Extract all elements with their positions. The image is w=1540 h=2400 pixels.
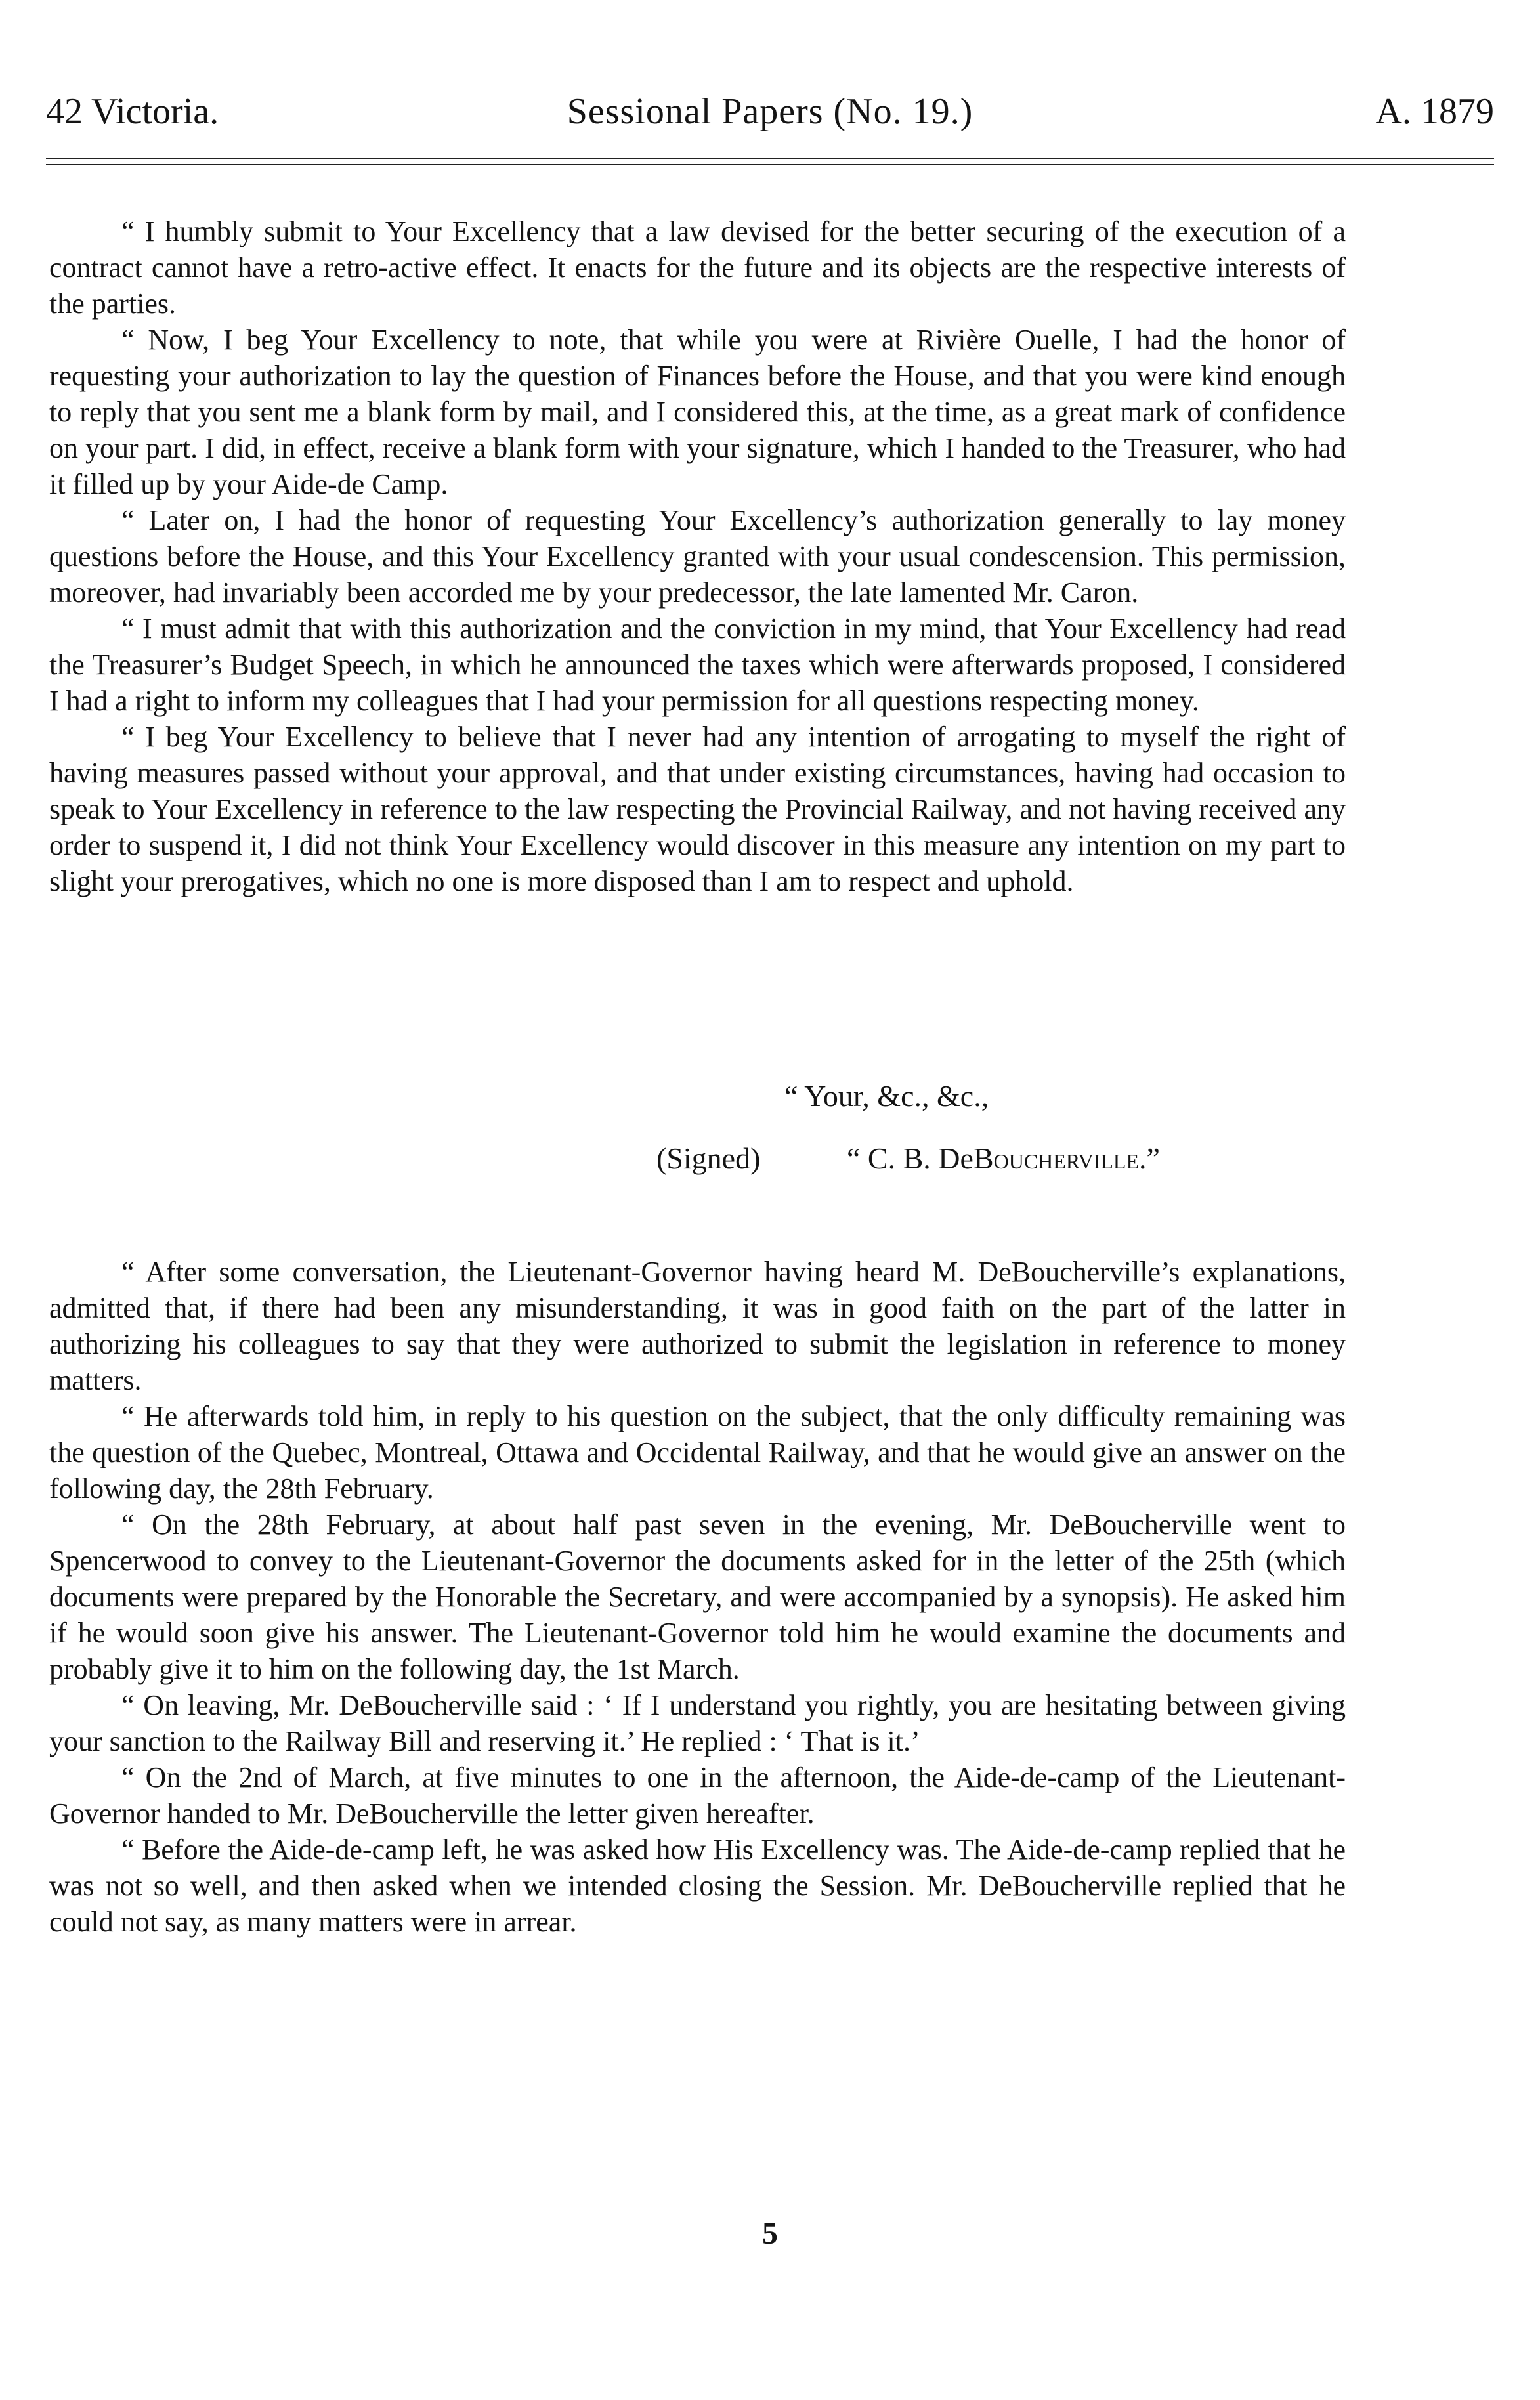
- letter-paragraph: “ Now, I beg Your Excellency to note, that while you were at Rivière Ouelle, I had the honor of requesting your authorization to lay the question of Finances before the House, and that you were kind enough to reply that you sent me a blank form by mail, and I considered this, at the time, as a great mark of confidence on your part. I did, in effect, receive a blank form with your signature, which I handed to the Treasurer, who had it filled up by your Aide-de Camp.: [49, 324, 1346, 500]
- letter-closing: “ Your, &c., &c.,: [784, 1079, 989, 1113]
- signature-suffix: .”: [1139, 1142, 1160, 1175]
- header-title: Sessional Papers (No. 19.): [567, 91, 973, 132]
- running-header: [46, 85, 1494, 138]
- header-year: A. 1879: [1375, 91, 1494, 132]
- narrative-paragraph: “ He afterwards told him, in reply to his question on the subject, that the only difficulty remaining was the question of the Quebec, Montreal, Ottawa and Occidental Railway, and that he would give an answer on the following day, the 28th February.: [49, 1400, 1346, 1505]
- header-volume: 42 Victoria.: [46, 91, 219, 132]
- header-rule-top: [46, 158, 1494, 159]
- narrative-paragraph: “ Before the Aide-de-camp left, he was asked how His Excellency was. The Aide-de-camp replied that he was not so well, and then asked when we intended closing the Session. Mr. DeBoucherville replied that he could not say, as many matters were in arrear.: [49, 1833, 1346, 1938]
- letter-paragraph: “ I beg Your Excellency to believe that I never had any intention of arrogating to myself the right of having measures passed without your approval, and that under existing circumstances, having had occasion to speak to Your Excellency in reference to the law respecting the Provincial Railway, and not having received any order to suspend it, I did not think Your Excellency would discover in this measure any intention on my part to slight your prerogatives, which no one is more disposed than I am to respect and uphold.: [49, 721, 1346, 897]
- narrative-body: [49, 1254, 1346, 1940]
- signature: [847, 1139, 1160, 1178]
- letter-paragraph: “ I must admit that with this authorization and the conviction in my mind, that Your Excellency had read the Treasurer’s Budget Speech, in which he announced the taxes which were afterwards proposed, I considered I had a right to inform my colleagues that I had your permission for all questions respecting money.: [49, 612, 1346, 717]
- signature-surname: Boucherville: [973, 1142, 1140, 1175]
- letter-paragraph: “ I humbly submit to Your Excellency that a law devised for the better securing of the execution of a contract cannot have a retro-active effect. It enacts for the future and its objects are the respective interests of the parties.: [49, 215, 1346, 320]
- header-rule-bottom: [46, 164, 1494, 165]
- narrative-paragraph: “ After some conversation, the Lieutenant-Governor having heard M. DeBoucherville’s explanations, admitted that, if there had been any misunderstanding, it was in good faith on the part of the latter in authorizing his colleagues to say that they were authorized to submit the legislation in reference to money matters.: [49, 1256, 1346, 1396]
- narrative-paragraph: “ On leaving, Mr. DeBoucherville said : ‘ If I understand you rightly, you are hesitating between giving your sanction to the Railway Bill and reserving it.’ He replied : ‘ That is it.’: [49, 1689, 1346, 1757]
- page-number: 5: [762, 2216, 778, 2251]
- letter-body: [49, 213, 1346, 899]
- narrative-paragraph: “ On the 2nd of March, at five minutes to one in the afternoon, the Aide-de-camp of the Lieutenant-Governor handed to Mr. DeBoucherville the letter given hereafter.: [49, 1761, 1346, 1830]
- narrative-paragraph: “ On the 28th February, at about half past seven in the evening, Mr. DeBoucherville went to Spencerwood to convey to the Lieutenant-Governor the documents asked for in the letter of the 25th (which documents were prepared by the Honorable the Secretary, and were accompanied by a synopsis). He asked him if he would soon give his answer. The Lieutenant-Governor told him he would examine the documents and probably give it to him on the following day, the 1st March.: [49, 1509, 1346, 1685]
- signed-label: (Signed): [656, 1142, 761, 1175]
- letter-paragraph: “ Later on, I had the honor of requesting Your Excellency’s authorization generally to lay money questions before the House, and this Your Excellency granted with your usual condescension. This permission, moreover, had invariably been accorded me by your predecessor, the late lamented Mr. Caron.: [49, 504, 1346, 609]
- signature-prefix: “ C. B. De: [847, 1142, 973, 1175]
